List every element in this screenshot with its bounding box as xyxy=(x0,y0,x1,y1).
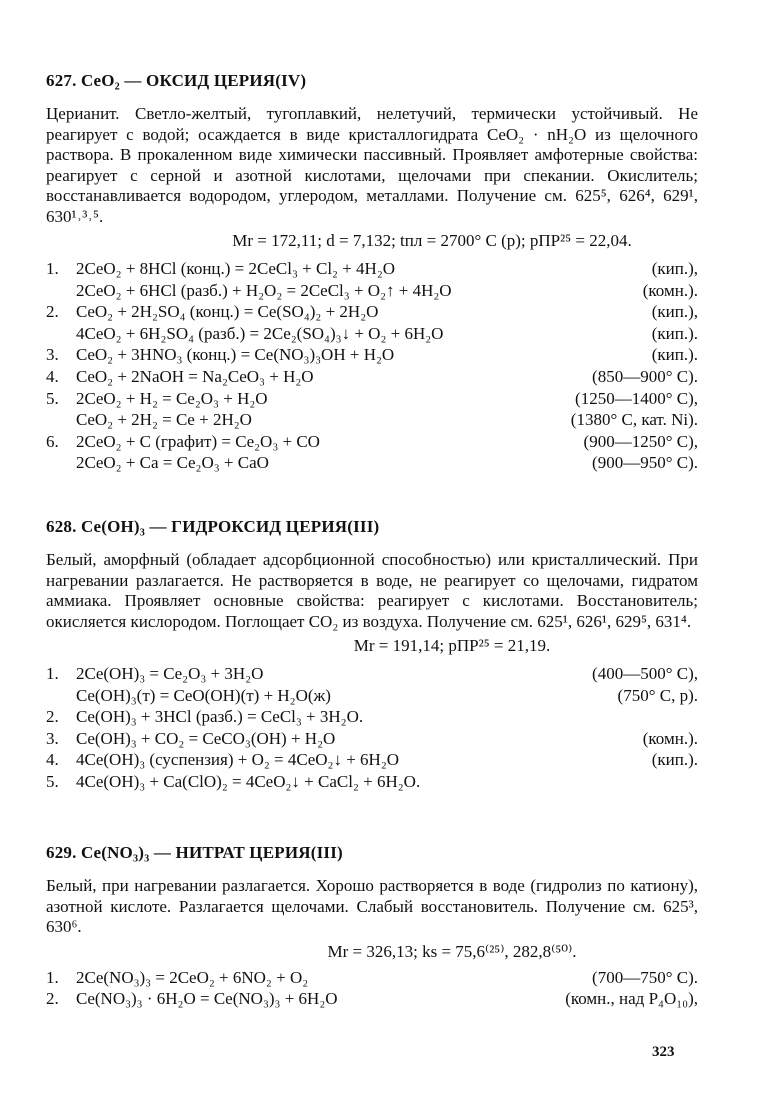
constants-line: Mr = 326,13; ks = 75,6⁽²⁵⁾, 282,8⁽⁵⁰⁾. xyxy=(327,941,577,961)
reaction-equation: 4CeO₂ + 6H₂SO₄ (разб.) = 2Ce₂(SO₄)₃↓ + O₂ + 6H₂O xyxy=(76,323,444,343)
reaction-row xyxy=(46,431,698,453)
reaction-row xyxy=(46,258,698,280)
section-627 xyxy=(46,70,698,474)
reaction-number: 2. xyxy=(46,302,59,322)
reaction-conditions: (900—1250° C), xyxy=(583,431,698,451)
reaction-equation: Ce(NO₃)₃ · 6H₂O = Ce(NO₃)₃ + 6H₂O xyxy=(76,989,338,1009)
reaction-conditions: (кип.), xyxy=(651,259,698,278)
reaction-number xyxy=(46,685,76,707)
reaction-number: 2. xyxy=(46,707,59,727)
reaction-equation: CeO₂ + 2H₂SO₄ (конц.) = Ce(SO₄)₂ + 2H₂O xyxy=(76,302,379,322)
reaction-equation: 2CeO₂ + Ca = Ce₂O₃ + CaO xyxy=(76,453,269,473)
reaction-conditions: (850—900° C). xyxy=(592,366,698,386)
section-paragraph: Белый, при нагревании разлагается. Хорошо растворяется в воде (гидролиз по катиону), азотной кислоте. Разлагается щелочами. Слабый восстановитель. Получение см. 625³, 630⁶. xyxy=(46,876,698,936)
reaction-equation: 4Ce(OH)₃ + Ca(ClO)₂ = 4CeO₂↓ + CaCl₂ + 6H₂O. xyxy=(76,771,421,791)
reaction-equation: 2Ce(OH)₃ = Ce₂O₃ + 3H₂O xyxy=(76,664,264,683)
reaction-row xyxy=(46,388,698,410)
reaction-equation: CeO₂ + 2H₂ = Ce + 2H₂O xyxy=(76,410,252,430)
reaction-row xyxy=(46,280,698,302)
reaction-equation: CeO₂ + 3HNO₃ (конц.) = Ce(NO₃)₃OH + H₂O xyxy=(76,345,395,365)
reaction-equation: Ce(OH)₃ + CO₂ = CeCO₃(OH) + H₂O xyxy=(76,728,336,748)
reaction-number: 1. xyxy=(46,664,59,683)
reaction-row xyxy=(46,452,698,474)
reaction-conditions: (900—950° C). xyxy=(592,453,698,473)
reaction-row xyxy=(46,663,698,685)
reaction-row xyxy=(46,409,698,431)
reaction-number: 3. xyxy=(46,728,59,748)
reaction-row xyxy=(46,749,698,771)
reaction-number: 4. xyxy=(46,366,59,386)
reaction-row xyxy=(46,706,698,728)
reaction-number xyxy=(46,323,76,345)
section-heading: 629. Ce(NO₃)₃ — НИТРАТ ЦЕРИЯ(III) xyxy=(46,843,343,862)
reaction-number: 3. xyxy=(46,345,59,365)
constants-line: Mr = 172,11; d = 7,132; tпл = 2700° C (p); рПР²⁵ = 22,04. xyxy=(232,231,632,250)
reaction-conditions: (1380° C, кат. Ni). xyxy=(570,410,698,430)
reaction-number xyxy=(46,409,76,431)
reaction-conditions: (комн.). xyxy=(642,280,698,300)
reaction-row xyxy=(46,301,698,323)
reaction-number: 5. xyxy=(46,771,59,791)
reaction-equation: Ce(OH)₃(т) = CeO(OH)(т) + H₂O(ж) xyxy=(76,685,331,705)
reaction-conditions: (1250—1400° C), xyxy=(575,388,698,408)
reaction-conditions: (700—750° C). xyxy=(592,967,698,987)
reaction-equation: 2CeO₂ + 6HCl (разб.) + H₂O₂ = 2CeCl₃ + O₂↑ + 4H₂O xyxy=(76,280,452,300)
reaction-number: 1. xyxy=(46,259,59,278)
reaction-row xyxy=(46,344,698,366)
reaction-conditions: (кип.). xyxy=(651,323,698,343)
reaction-list xyxy=(46,663,698,793)
page-number: 323 xyxy=(652,1044,675,1060)
reaction-conditions: (кип.), xyxy=(651,302,698,322)
reaction-list xyxy=(46,967,698,1010)
reaction-equation: 4Ce(OH)₃ (суспензия) + O₂ = 4CeO₂↓ + 6H₂O xyxy=(76,750,400,770)
reaction-number xyxy=(46,452,76,474)
section-heading: 627. CeO₂ — ОКСИД ЦЕРИЯ(IV) xyxy=(46,71,307,90)
reaction-conditions: (комн.). xyxy=(642,728,698,748)
reaction-number: 2. xyxy=(46,989,59,1009)
reaction-equation: 2CeO₂ + 8HCl (конц.) = 2CeCl₃ + Cl₂ + 4H₂O xyxy=(76,259,396,278)
section-paragraph: Церианит. Светло-желтый, тугоплавкий, нелетучий, термически устойчивый. Не реагирует с водой; осаждается в виде кристаллогидрата CeO₂ · nH₂O из щелочного раствора. В прокаленном виде химически пассивный. Проявляет амфотерные свойства: реагирует с серной и азотной кислотами, щелочами при спекании. Окислитель; восстанавливается водородом, углеродом, металлами. Получение см. 625⁵, 626⁴, 629¹, 630¹˒³˒⁵. xyxy=(46,104,698,226)
section-629 xyxy=(46,842,698,1010)
reaction-list xyxy=(46,258,698,474)
reaction-conditions: (кип.). xyxy=(651,750,698,770)
reaction-row xyxy=(46,967,698,989)
section-heading: 628. Ce(OH)₃ — ГИДРОКСИД ЦЕРИЯ(III) xyxy=(46,517,380,536)
reaction-conditions: (комн., над P₄O₁₀), xyxy=(565,989,698,1009)
reaction-number xyxy=(46,280,76,302)
reaction-equation: CeO₂ + 2NaOH = Na₂CeO₃ + H₂O xyxy=(76,366,314,386)
reaction-row xyxy=(46,366,698,388)
reaction-row xyxy=(46,685,698,707)
reaction-conditions: (кип.). xyxy=(651,345,698,365)
reaction-equation: 2Ce(NO₃)₃ = 2CeO₂ + 6NO₂ + O₂ xyxy=(76,967,309,987)
reaction-conditions: (750° C, p). xyxy=(617,685,698,705)
reaction-number: 5. xyxy=(46,388,59,408)
reaction-equation: 2CeO₂ + H₂ = Ce₂O₃ + H₂O xyxy=(76,388,268,408)
reaction-row xyxy=(46,728,698,750)
reaction-number: 1. xyxy=(46,967,59,987)
reaction-row xyxy=(46,771,698,793)
constants-line: Mr = 191,14; рПР²⁵ = 21,19. xyxy=(353,636,551,655)
reaction-equation: Ce(OH)₃ + 3HCl (разб.) = CeCl₃ + 3H₂O. xyxy=(76,707,364,727)
reaction-number: 6. xyxy=(46,431,59,451)
section-paragraph: Белый, аморфный (обладает адсорбционной способностью) или кристаллический. При нагревании разлагается. Не растворяется в воде, не реагирует со щелочами, гидратом аммиака. Проявляет основные свойства: реагирует с кислотами. Восстановитель; окисляется кислородом. Поглощает CO₂ из воздуха. Получение см. 625¹, 626¹, 629⁵, 631⁴. xyxy=(46,550,698,631)
reaction-row xyxy=(46,323,698,345)
section-628 xyxy=(46,516,698,793)
reaction-number: 4. xyxy=(46,750,59,770)
reaction-row xyxy=(46,988,698,1010)
reaction-equation: 2CeO₂ + C (графит) = Ce₂O₃ + CO xyxy=(76,431,320,451)
reaction-conditions: (400—500° C), xyxy=(592,664,698,683)
